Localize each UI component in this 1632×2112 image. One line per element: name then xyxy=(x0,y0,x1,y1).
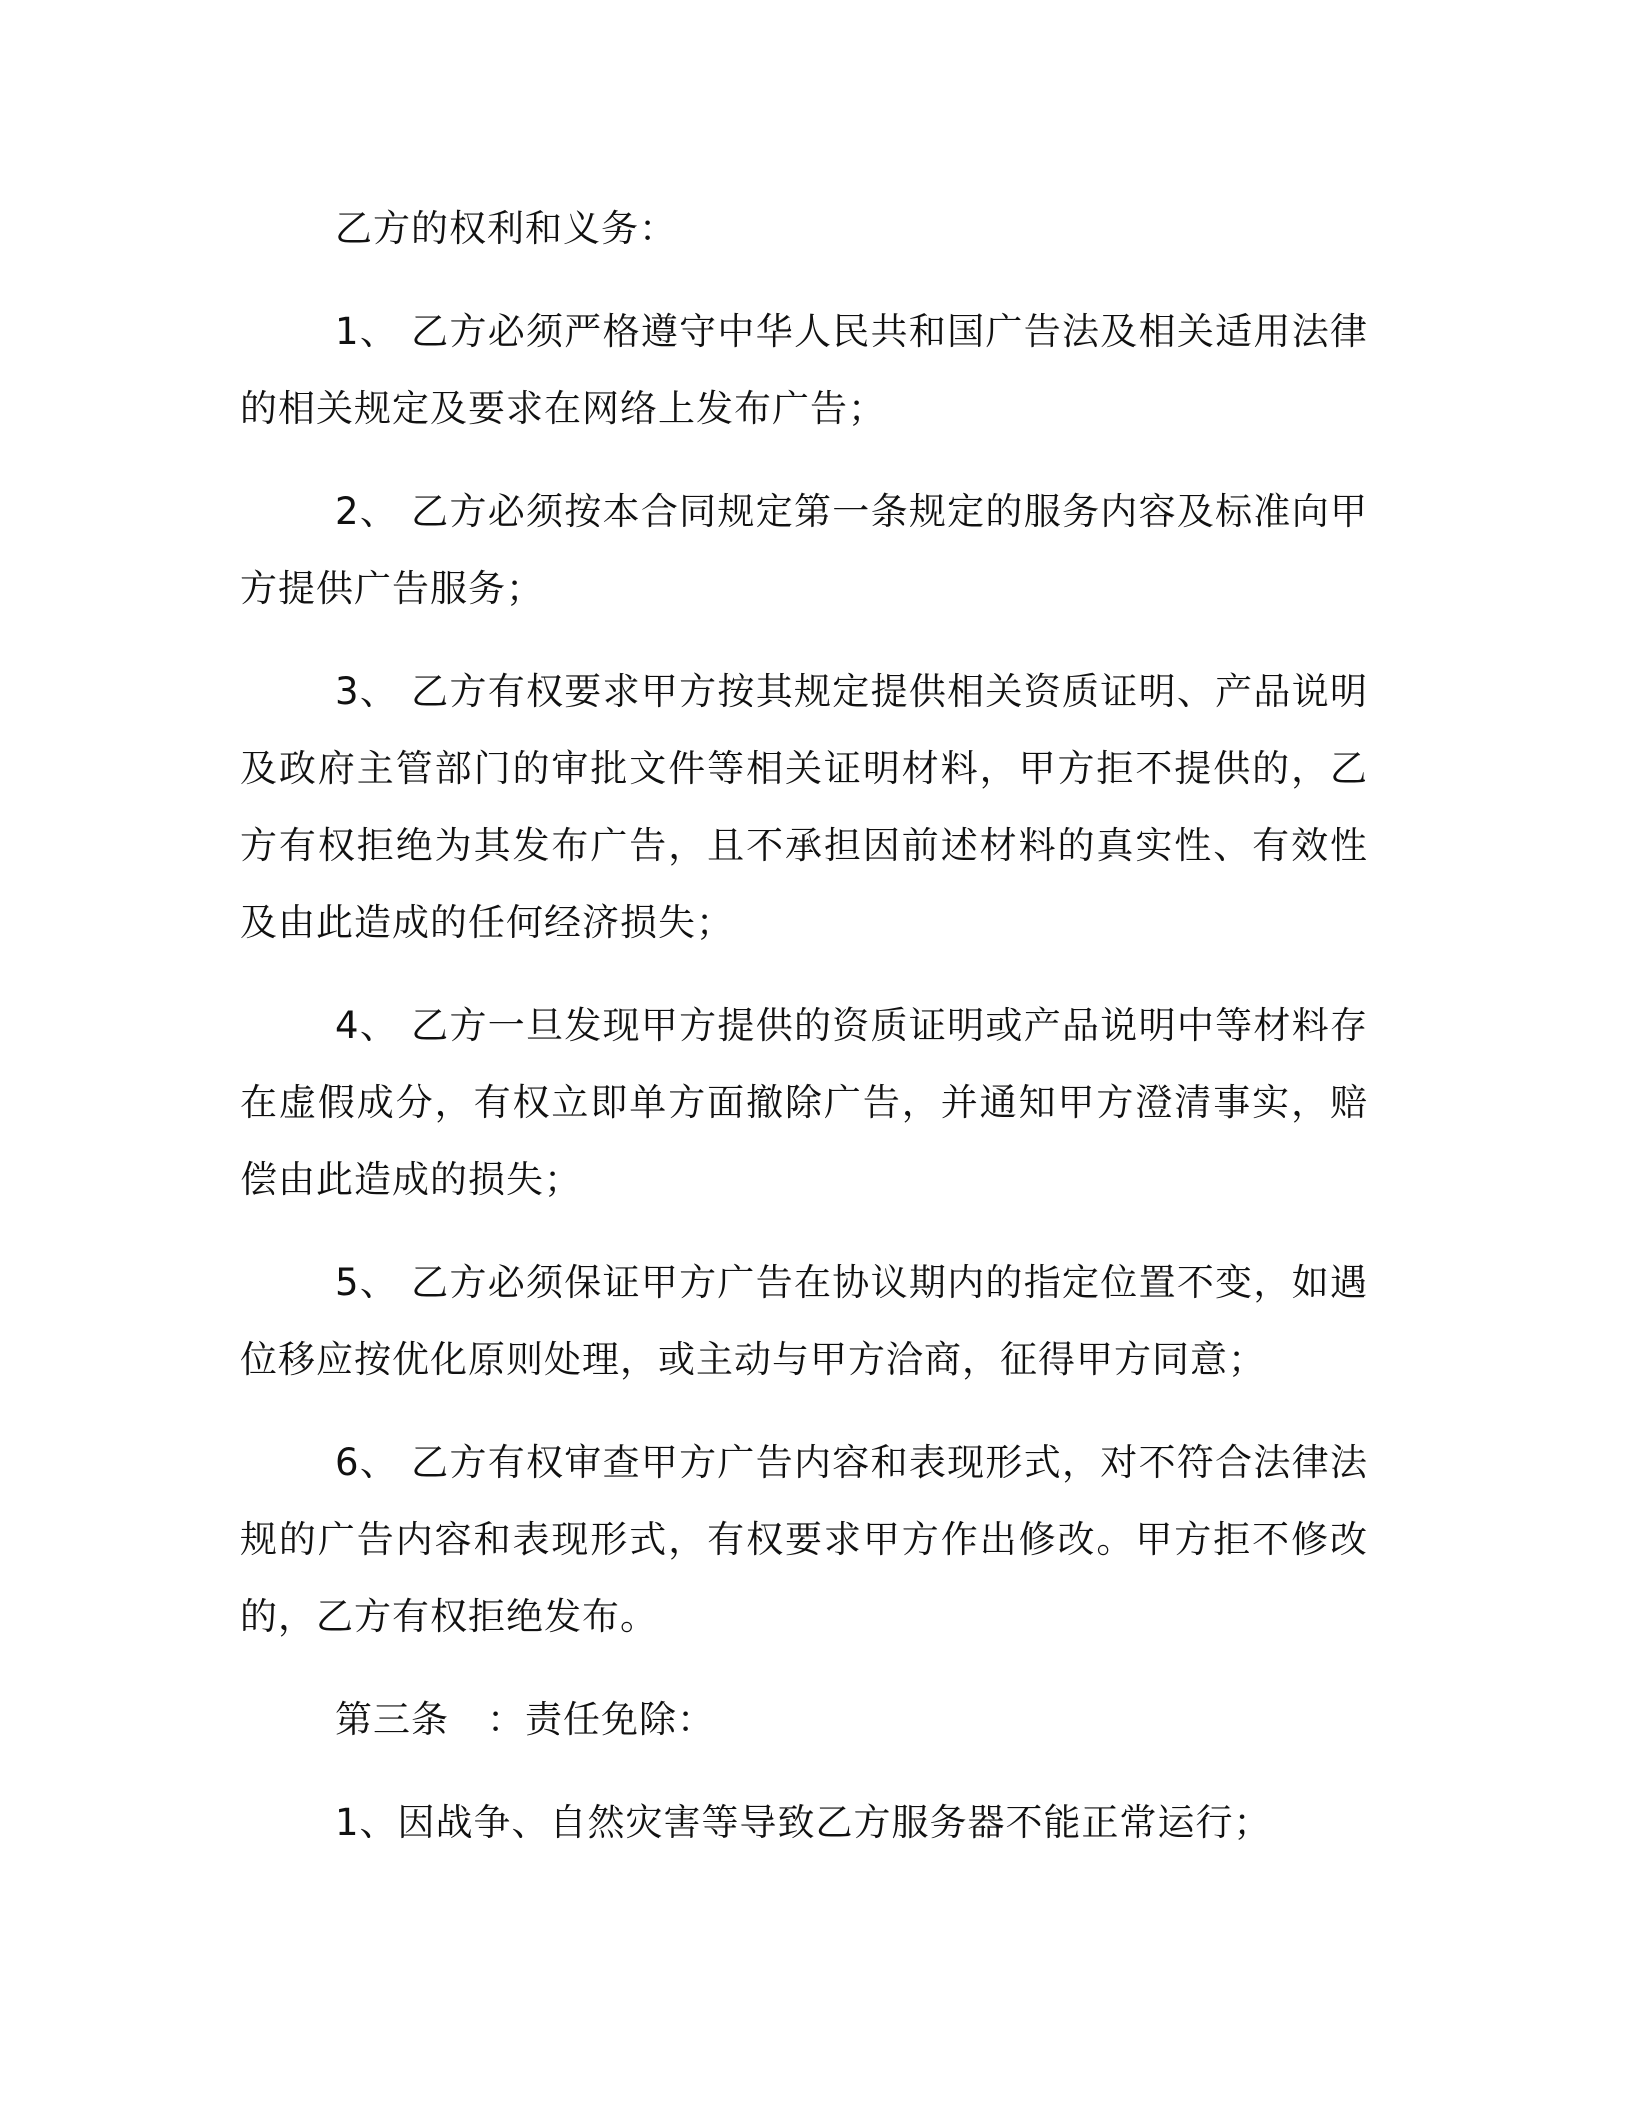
clause-6: 6、 乙方有权审查甲方广告内容和表现形式，对不符合法律法规的广告内容和表现形式，有权要求甲方作出修改。甲方拒不修改的，乙方有权拒绝发布。 xyxy=(240,1441,1368,1638)
spacer xyxy=(240,267,1368,293)
clause-1: 1、 乙方必须严格遵守中华人民共和国广告法及相关适用法律的相关规定及要求在网络上发布广告； xyxy=(240,310,1368,430)
spacer xyxy=(240,447,1368,473)
spacer xyxy=(240,627,1368,653)
spacer xyxy=(240,1398,1368,1424)
section-heading: 乙方的权利和义务： xyxy=(335,207,677,250)
article-heading: 第三条 ：责任免除： xyxy=(335,1698,715,1741)
spacer xyxy=(240,1218,1368,1244)
spacer xyxy=(240,961,1368,987)
exemption-1: 1、因战争、自然灾害等导致乙方服务器不能正常运行； xyxy=(335,1801,1272,1844)
clause-4: 4、 乙方一旦发现甲方提供的资质证明或产品说明中等材料存在虚假成分，有权立即单方面撤除广告，并通知甲方澄清事实，赔偿由此造成的损失； xyxy=(240,1004,1368,1201)
document-body xyxy=(240,190,1368,1861)
clause-2: 2、 乙方必须按本合同规定第一条规定的服务内容及标准向甲方提供广告服务； xyxy=(240,490,1368,610)
clause-3: 3、 乙方有权要求甲方按其规定提供相关资质证明、产品说明及政府主管部门的审批文件等相关证明材料，甲方拒不提供的，乙方有权拒绝为其发布广告，且不承担因前述材料的真实性、有效性及由此造成的任何经济损失； xyxy=(240,670,1368,944)
spacer xyxy=(240,1655,1368,1681)
clause-5: 5、 乙方必须保证甲方广告在协议期内的指定位置不变，如遇位移应按优化原则处理，或主动与甲方洽商，征得甲方同意； xyxy=(240,1261,1368,1381)
spacer xyxy=(240,1758,1368,1784)
